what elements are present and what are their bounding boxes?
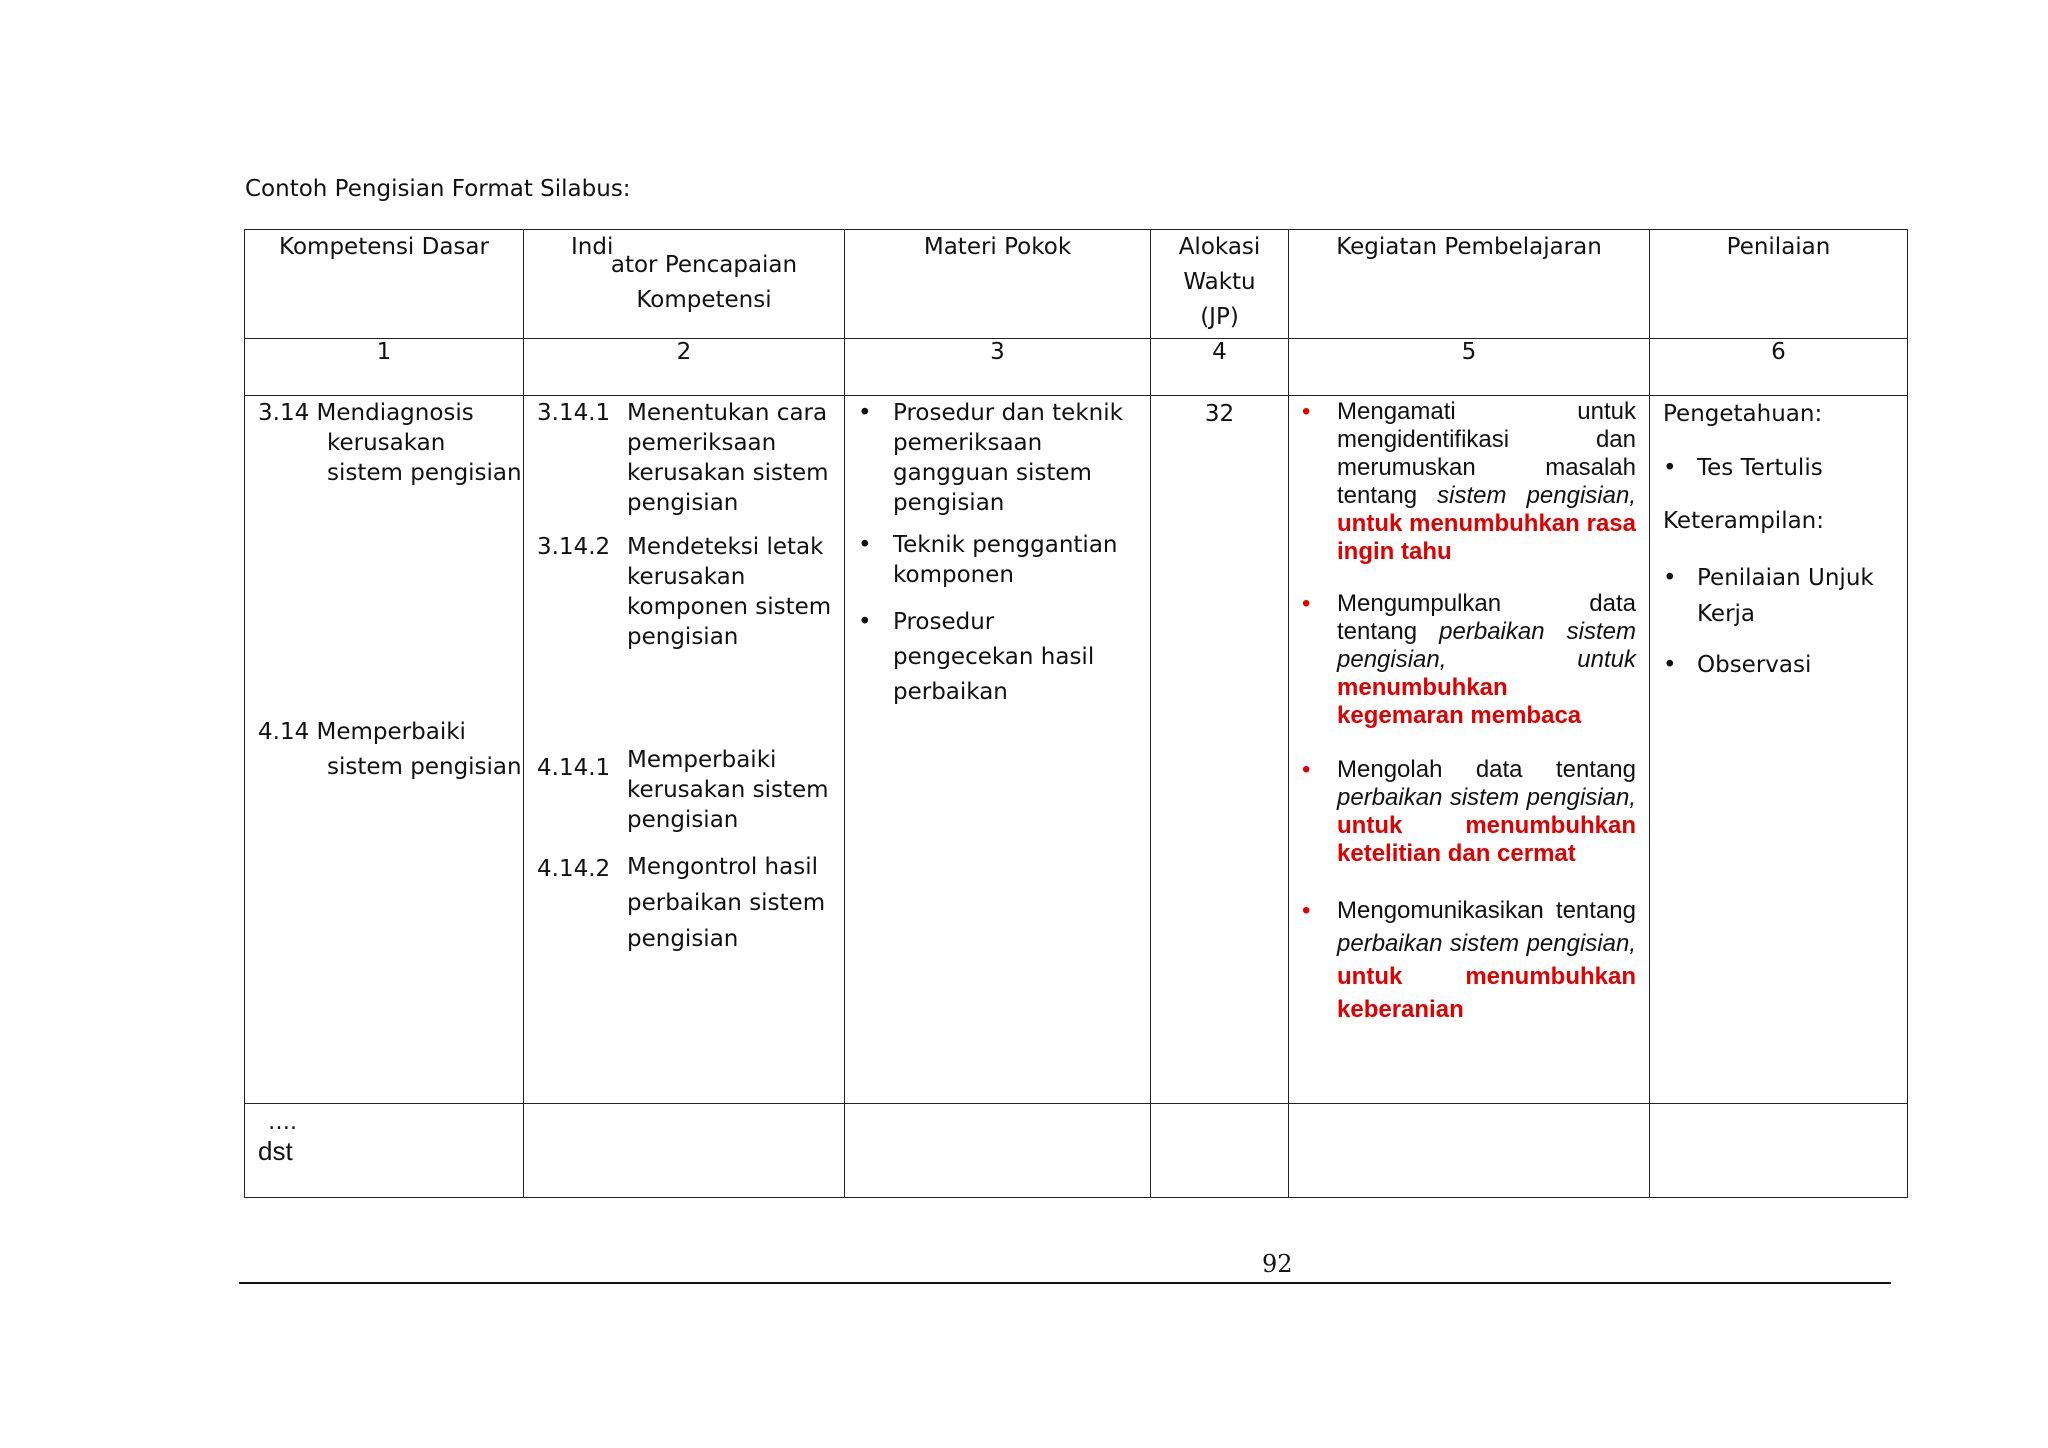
syllabus-table [244, 229, 1908, 1198]
indikator-text: Mengontrol hasil perbaikan sistem pengisian [627, 854, 826, 952]
ellipsis-text: …. [268, 1110, 297, 1135]
kegiatan-item [1302, 398, 1636, 566]
keterampilan-list [1663, 560, 1895, 680]
kegiatan-character-value: untuk menumbuhkan ketelitian dan cermat [1337, 812, 1636, 867]
kd-item [245, 396, 523, 488]
indikator-cell [524, 396, 845, 1104]
kd-item [245, 488, 523, 785]
column-number-row [245, 339, 1908, 396]
indikator-code: 4.14.1 [537, 755, 611, 781]
column-number: 1 [245, 339, 524, 396]
indikator-item [524, 396, 844, 518]
column-number: 6 [1650, 339, 1908, 396]
kd-text: kerusakan [327, 430, 446, 456]
kegiatan-item [1302, 756, 1636, 868]
kegiatan-text: Mengolah data tentang [1337, 756, 1636, 783]
header-alokasi-waktu [1151, 230, 1289, 339]
penilaian-text: Penilaian Unjuk Kerja [1697, 565, 1874, 627]
alokasi-waktu-cell [1151, 396, 1289, 1104]
kompetensi-dasar-cell [245, 396, 524, 1104]
pengetahuan-label: Pengetahuan: [1663, 401, 1823, 427]
kegiatan-emphasis: perbaikan sistem pengisian, [1337, 930, 1636, 957]
header-indikator [524, 230, 845, 339]
materi-item [858, 605, 1136, 710]
header-indikator-line2: Kompetensi [636, 287, 772, 313]
footer-divider [239, 1282, 1891, 1284]
column-number: 5 [1289, 339, 1650, 396]
kegiatan-list [1289, 396, 1649, 1026]
indikator-text: Menentukan cara pemeriksaan kerusakan sistem pengisian [627, 400, 829, 516]
kegiatan-character-value: menumbuhkan kegemaran membaca [1337, 674, 1582, 729]
kd-text: sistem pengisian [327, 754, 522, 780]
kd-code: 4.14 [258, 719, 310, 745]
header-alokasi-line1: Alokasi [1178, 234, 1261, 260]
kegiatan-text: Mengamati untuk mengidentifikasi dan merumuskan masalah tentang [1337, 398, 1636, 509]
bullet-icon: • [1302, 590, 1311, 617]
header-indikator-line1: ator Pencapaian [610, 252, 798, 278]
materi-text: Teknik penggantian komponen [893, 532, 1118, 588]
header-row [245, 230, 1908, 339]
kegiatan-text: Mengumpulkan data tentang [1337, 590, 1636, 645]
bullet-icon: • [1663, 455, 1677, 481]
header-alokasi-line2: Waktu [1183, 269, 1256, 295]
empty-cell [1151, 1104, 1289, 1198]
indikator-code: 3.14.2 [537, 534, 611, 560]
penilaian-cell [1650, 396, 1908, 1104]
kegiatan-item [1302, 894, 1636, 1026]
header-kompetensi-dasar: Kompetensi Dasar [245, 230, 524, 339]
bullet-icon: • [1302, 756, 1311, 783]
kd-text: Mendiagnosis [316, 400, 474, 426]
kegiatan-item [1302, 590, 1636, 730]
indikator-item [524, 518, 844, 652]
kegiatan-text: Mengomunikasikan tentang [1337, 897, 1636, 924]
penilaian-text: Observasi [1697, 652, 1812, 678]
materi-text: Prosedur dan teknik pemeriksaan gangguan sistem pengisian [893, 400, 1123, 516]
bullet-icon: • [1663, 652, 1677, 678]
materi-item [858, 398, 1136, 518]
kegiatan-emphasis: perbaikan sistem pengisian, untuk [1337, 618, 1636, 673]
header-alokasi-line3: (JP) [1200, 304, 1239, 330]
materi-pokok-cell [845, 396, 1151, 1104]
indikator-item [524, 652, 844, 835]
indikator-text: Mendeteksi letak kerusakan komponen sistem pengisian [627, 534, 832, 650]
kegiatan-character-value: untuk menumbuhkan keberanian [1337, 963, 1636, 1023]
kegiatan-cell [1289, 396, 1650, 1104]
page-caption: Contoh Pengisian Format Silabus: [245, 176, 631, 202]
pengetahuan-list [1663, 453, 1895, 483]
continuation-cell [245, 1104, 524, 1198]
kd-code: 3.14 [258, 400, 310, 426]
kegiatan-emphasis: sistem pengisian, [1437, 482, 1636, 509]
bullet-icon: • [858, 532, 872, 558]
kegiatan-emphasis: perbaikan sistem pengisian, [1337, 784, 1636, 811]
empty-cell [1289, 1104, 1650, 1198]
header-kegiatan-pembelajaran: Kegiatan Pembelajaran [1289, 230, 1650, 339]
empty-cell [524, 1104, 845, 1198]
page-number: 92 [1262, 1250, 1293, 1278]
dst-text: dst [258, 1136, 293, 1166]
materi-list [845, 396, 1150, 710]
indikator-code: 3.14.1 [537, 400, 611, 426]
bullet-icon: • [1663, 565, 1677, 591]
empty-cell [845, 1104, 1151, 1198]
penilaian-item [1663, 560, 1895, 632]
column-number: 2 [524, 339, 845, 396]
column-number: 4 [1151, 339, 1289, 396]
header-materi-pokok: Materi Pokok [845, 230, 1151, 339]
bullet-icon: • [1302, 398, 1311, 425]
keterampilan-label: Keterampilan: [1663, 508, 1825, 534]
penilaian-item [1663, 453, 1895, 483]
penilaian-text: Tes Tertulis [1697, 455, 1823, 481]
bullet-icon: • [1302, 897, 1311, 924]
header-penilaian: Penilaian [1650, 230, 1908, 339]
indikator-item [524, 835, 844, 957]
materi-text: Prosedur pengecekan hasil perbaikan [893, 609, 1095, 705]
column-number: 3 [845, 339, 1151, 396]
indikator-code: 4.14.2 [537, 856, 611, 882]
empty-cell [1650, 1104, 1908, 1198]
alokasi-value: 32 [1204, 401, 1235, 427]
materi-item [858, 530, 1136, 590]
content-row [245, 396, 1908, 1104]
header-indikator-fragment: Indi [571, 234, 614, 260]
kd-text: sistem pengisian [327, 460, 522, 486]
penilaian-item [1663, 650, 1895, 680]
bullet-icon: • [858, 609, 872, 635]
indikator-text: Memperbaiki kerusakan sistem pengisian [627, 747, 829, 833]
continuation-row [245, 1104, 1908, 1198]
kd-text: Memperbaiki [316, 719, 466, 745]
kegiatan-character-value: untuk menumbuhkan rasa ingin tahu [1337, 510, 1636, 565]
bullet-icon: • [858, 400, 872, 426]
